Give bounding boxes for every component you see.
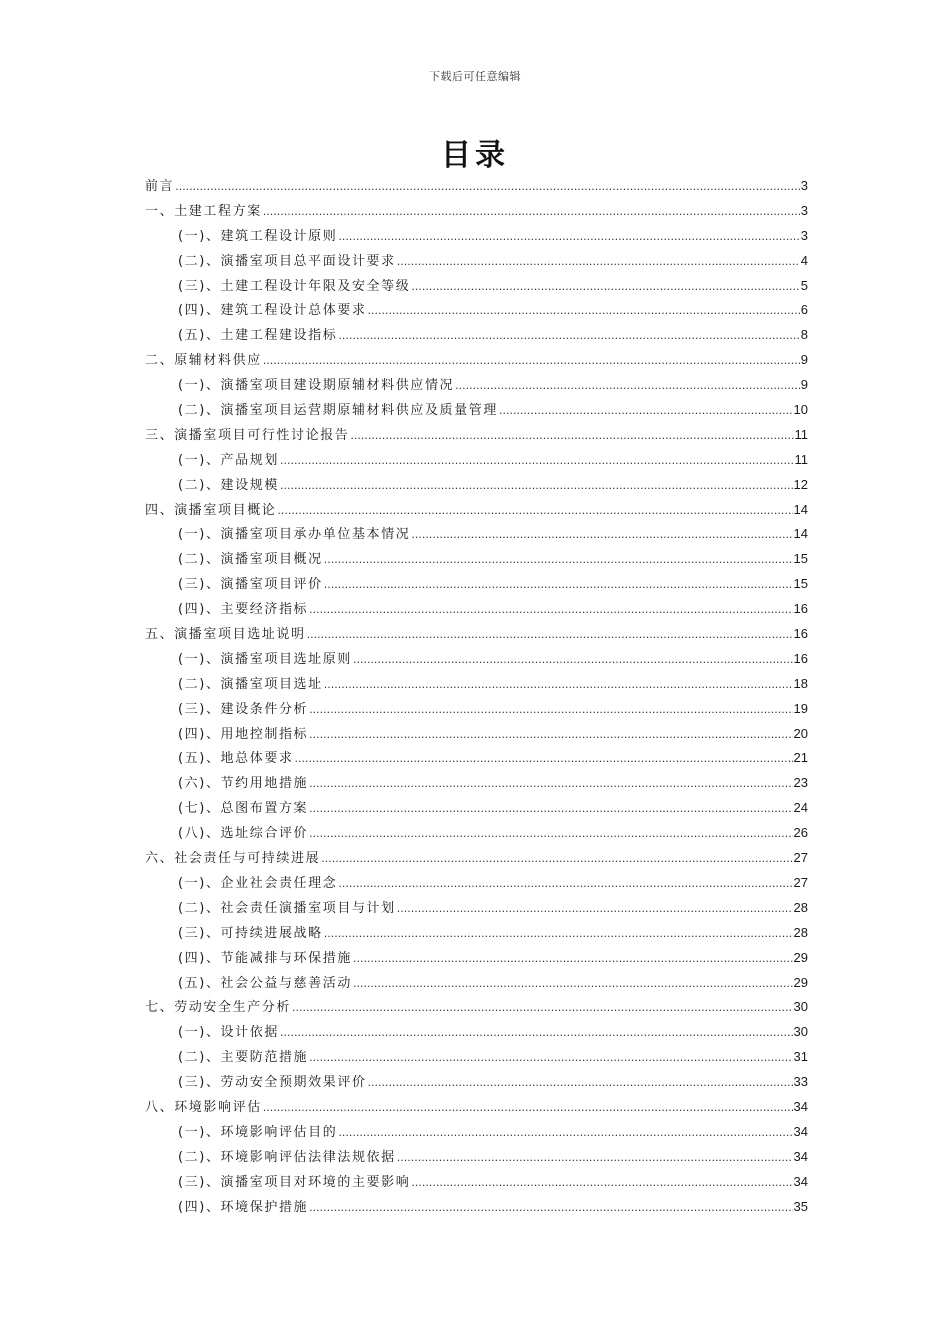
toc-entry-page-number: 8	[800, 327, 808, 343]
toc-entry-label: (一)、演播室项目选址原则	[178, 651, 352, 667]
toc-entry-page-number: 29	[793, 974, 808, 990]
toc-leader-dots	[309, 797, 792, 822]
toc-leader-dots	[353, 648, 793, 673]
toc-entry[interactable]	[145, 398, 808, 423]
toc-entry-page-number: 16	[793, 626, 808, 642]
toc-entry-page-number: 14	[793, 501, 808, 517]
toc-entry[interactable]	[145, 1120, 808, 1145]
toc-entry-page-number: 20	[793, 725, 808, 741]
toc-entry[interactable]	[145, 423, 808, 448]
toc-entry[interactable]	[145, 224, 808, 249]
toc-entry-page-number: 15	[793, 576, 808, 592]
toc-entry[interactable]	[145, 348, 808, 373]
toc-entry-page-number: 30	[793, 1024, 808, 1040]
toc-entry-label: (一)、演播室项目承办单位基本情况	[178, 527, 411, 543]
toc-leader-dots	[309, 698, 792, 723]
toc-entry-label: (二)、社会责任演播室项目与计划	[178, 900, 396, 916]
toc-entry-label: (二)、演播室项目运营期原辅材料供应及质量管理	[178, 403, 498, 419]
toc-entry-label: (三)、演播室项目评价	[178, 577, 323, 593]
toc-entry[interactable]	[145, 995, 808, 1020]
toc-leader-dots	[397, 250, 800, 275]
toc-entry-label: (一)、环境影响评估目的	[178, 1124, 338, 1140]
toc-entry-page-number: 9	[800, 377, 808, 393]
toc-entry-label: (六)、节约用地措施	[178, 776, 309, 792]
toc-entry-label: (三)、可持续进展战略	[178, 925, 323, 941]
header-note: 下载后可任意编辑	[429, 70, 521, 83]
toc-entry[interactable]	[145, 274, 808, 299]
toc-list	[145, 174, 808, 1219]
toc-entry-label: 三、演播室项目可行性讨论报告	[145, 427, 350, 443]
toc-entry-label: (二)、主要防范措施	[178, 1050, 309, 1066]
toc-entry-label: (四)、环境保护措施	[178, 1199, 309, 1215]
toc-entry-label: 五、演播室项目选址说明	[145, 627, 306, 643]
toc-entry-page-number: 28	[793, 899, 808, 915]
toc-leader-dots	[499, 399, 793, 424]
toc-entry-label: 四、演播室项目概论	[145, 502, 277, 518]
toc-entry-page-number: 23	[793, 775, 808, 791]
toc-entry-page-number: 5	[800, 277, 808, 293]
toc-leader-dots	[411, 275, 799, 300]
toc-leader-dots	[309, 1046, 792, 1071]
toc-entry-page-number: 35	[793, 1198, 808, 1214]
toc-title: 目录	[441, 138, 509, 173]
toc-entry-page-number: 10	[793, 402, 808, 418]
toc-entry[interactable]	[145, 373, 808, 398]
toc-entry[interactable]	[145, 896, 808, 921]
toc-leader-dots	[411, 1171, 792, 1196]
toc-entry-label: (四)、主要经济指标	[178, 602, 309, 618]
toc-entry[interactable]	[145, 547, 808, 572]
toc-leader-dots	[292, 996, 793, 1021]
toc-entry-label: (一)、设计依据	[178, 1025, 279, 1041]
toc-leader-dots	[280, 1021, 793, 1046]
toc-entry-page-number: 27	[793, 874, 808, 890]
toc-entry-page-number: 3	[800, 178, 808, 193]
toc-entry-label: (四)、建筑工程设计总体要求	[178, 303, 367, 319]
toc-entry[interactable]	[145, 323, 808, 348]
toc-entry-page-number: 26	[793, 825, 808, 841]
toc-entry[interactable]	[145, 722, 808, 747]
toc-entry[interactable]	[145, 821, 808, 846]
toc-leader-dots	[309, 772, 792, 797]
toc-entry-label: (一)、建筑工程设计原则	[178, 228, 338, 244]
toc-entry-label: (二)、演播室项目选址	[178, 676, 323, 692]
toc-entry[interactable]	[145, 771, 808, 796]
toc-entry[interactable]	[145, 174, 808, 199]
toc-leader-dots	[353, 947, 793, 972]
toc-entry[interactable]	[145, 746, 808, 771]
toc-leader-dots	[309, 723, 792, 748]
toc-entry-page-number: 11	[794, 426, 808, 442]
toc-leader-dots	[280, 474, 793, 499]
toc-leader-dots	[455, 374, 800, 399]
toc-entry-page-number: 33	[793, 1074, 808, 1090]
toc-entry-page-number: 27	[793, 850, 808, 866]
toc-entry-label: 六、社会责任与可持续进展	[145, 851, 321, 867]
toc-entry-label: (八)、选址综合评价	[178, 826, 309, 842]
toc-entry-page-number: 3	[800, 202, 808, 218]
toc-entry-label: (五)、社会公益与慈善活动	[178, 975, 352, 991]
toc-entry-page-number: 6	[800, 302, 808, 318]
toc-leader-dots	[309, 1196, 792, 1221]
toc-entry-page-number: 21	[793, 750, 808, 766]
toc-entry[interactable]	[145, 298, 808, 323]
toc-entry-label: 一、土建工程方案	[145, 203, 262, 219]
toc-entry[interactable]	[145, 249, 808, 274]
toc-leader-dots	[338, 1121, 792, 1146]
toc-entry-page-number: 14	[793, 526, 808, 542]
toc-entry[interactable]	[145, 921, 808, 946]
toc-entry-label: (二)、建设规模	[178, 477, 279, 493]
toc-entry-label: 二、原辅材料供应	[145, 353, 262, 369]
toc-entry-page-number: 9	[800, 352, 808, 368]
toc-entry-page-number: 29	[793, 949, 808, 965]
toc-entry[interactable]	[145, 846, 808, 871]
toc-entry-label: 七、劳动安全生产分析	[145, 1000, 292, 1016]
toc-entry-page-number: 28	[793, 924, 808, 940]
toc-entry[interactable]	[145, 1070, 808, 1095]
toc-leader-dots	[263, 1096, 793, 1121]
toc-leader-dots	[277, 499, 792, 524]
toc-entry-page-number: 15	[793, 551, 808, 567]
toc-leader-dots	[397, 1146, 793, 1171]
toc-entry-page-number: 31	[793, 1049, 808, 1065]
toc-leader-dots	[309, 822, 792, 847]
toc-leader-dots	[263, 349, 800, 374]
toc-leader-dots	[175, 175, 800, 200]
toc-entry-label: (二)、环境影响评估法律法规依据	[178, 1149, 396, 1165]
toc-leader-dots	[280, 449, 794, 474]
toc-entry-page-number: 30	[793, 999, 808, 1015]
toc-entry-label: (七)、总图布置方案	[178, 801, 309, 817]
toc-entry[interactable]	[145, 1145, 808, 1170]
toc-leader-dots	[324, 573, 793, 598]
toc-entry[interactable]	[145, 622, 808, 647]
toc-leader-dots	[324, 548, 793, 573]
toc-leader-dots	[295, 747, 793, 772]
toc-entry-page-number: 3	[800, 227, 808, 243]
toc-entry[interactable]	[145, 697, 808, 722]
toc-entry[interactable]	[145, 647, 808, 672]
toc-entry-label: (四)、用地控制指标	[178, 726, 309, 742]
toc-leader-dots	[368, 1071, 793, 1096]
toc-leader-dots	[307, 623, 793, 648]
toc-entry[interactable]	[145, 1170, 808, 1195]
toc-entry-label: 前言	[145, 179, 175, 194]
toc-leader-dots	[338, 872, 792, 897]
toc-entry[interactable]	[145, 796, 808, 821]
toc-leader-dots	[263, 200, 800, 225]
toc-entry[interactable]	[145, 672, 808, 697]
toc-entry-label: (三)、演播室项目对环境的主要影响	[178, 1174, 411, 1190]
toc-leader-dots	[338, 324, 799, 349]
toc-entry[interactable]	[145, 1095, 808, 1120]
toc-leader-dots	[324, 922, 793, 947]
toc-entry-label: (三)、劳动安全预期效果评价	[178, 1075, 367, 1091]
toc-entry-label: (五)、土建工程建设指标	[178, 328, 338, 344]
toc-entry-page-number: 16	[793, 601, 808, 617]
toc-leader-dots	[338, 225, 799, 250]
toc-entry-page-number: 34	[793, 1173, 808, 1189]
toc-leader-dots	[353, 972, 793, 997]
toc-entry[interactable]	[145, 1020, 808, 1045]
toc-entry[interactable]	[145, 871, 808, 896]
toc-entry-page-number: 16	[793, 650, 808, 666]
toc-entry-label: (一)、企业社会责任理念	[178, 875, 338, 891]
toc-leader-dots	[411, 523, 792, 548]
toc-entry[interactable]	[145, 572, 808, 597]
toc-entry[interactable]	[145, 498, 808, 523]
toc-entry-label: (二)、演播室项目概况	[178, 552, 323, 568]
toc-leader-dots	[368, 299, 800, 324]
toc-entry-page-number: 34	[793, 1098, 808, 1114]
toc-entry-page-number: 34	[793, 1123, 808, 1139]
toc-entry-page-number: 11	[794, 451, 808, 467]
toc-entry-page-number: 24	[793, 800, 808, 816]
toc-leader-dots	[397, 897, 793, 922]
toc-entry-page-number: 18	[793, 675, 808, 691]
toc-entry[interactable]	[145, 971, 808, 996]
toc-entry-label: (三)、土建工程设计年限及安全等级	[178, 278, 411, 294]
toc-entry-page-number: 19	[793, 700, 808, 716]
toc-entry-label: (四)、节能减排与环保措施	[178, 950, 352, 966]
toc-entry[interactable]	[145, 522, 808, 547]
toc-entry-label: (五)、地总体要求	[178, 751, 294, 767]
toc-entry-page-number: 12	[793, 476, 808, 492]
toc-entry-label: (三)、建设条件分析	[178, 701, 309, 717]
toc-leader-dots	[309, 598, 792, 623]
toc-entry-label: (二)、演播室项目总平面设计要求	[178, 253, 396, 269]
toc-entry-page-number: 34	[793, 1148, 808, 1164]
toc-leader-dots	[350, 424, 793, 449]
toc-entry-page-number: 4	[800, 252, 808, 268]
toc-entry-label: (一)、演播室项目建设期原辅材料供应情况	[178, 378, 455, 394]
toc-entry[interactable]	[145, 946, 808, 971]
toc-entry[interactable]	[145, 1045, 808, 1070]
toc-entry[interactable]	[145, 597, 808, 622]
toc-entry[interactable]	[145, 448, 808, 473]
toc-leader-dots	[324, 673, 793, 698]
toc-entry-label: 八、环境影响评估	[145, 1099, 262, 1115]
toc-entry[interactable]	[145, 199, 808, 224]
toc-leader-dots	[321, 847, 792, 872]
toc-entry-label: (一)、产品规划	[178, 452, 279, 468]
toc-entry[interactable]	[145, 473, 808, 498]
toc-entry[interactable]	[145, 1195, 808, 1220]
